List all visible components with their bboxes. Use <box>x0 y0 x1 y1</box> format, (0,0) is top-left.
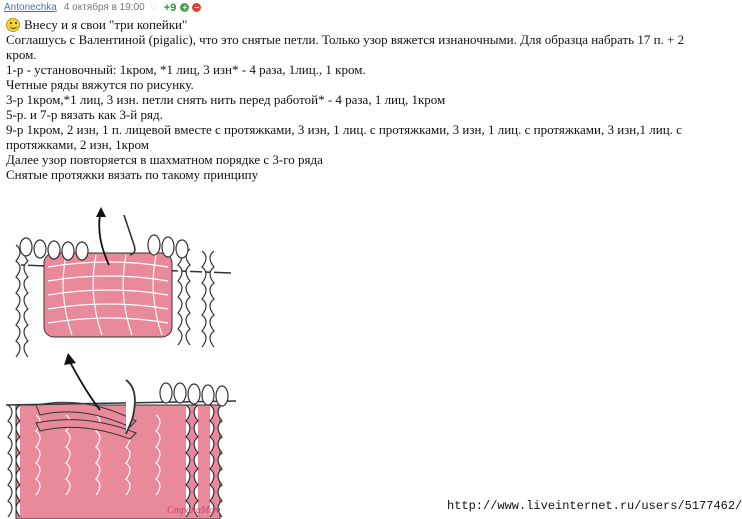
rating-score: +9 <box>163 1 177 14</box>
instruction-line: Соглашусь с Валентиной (pigalic), что это снятые петли. Только узор вяжется изнаночными. Для образца набрать 17 п. + 2 кром. <box>6 32 685 62</box>
post-body <box>6 17 696 182</box>
instruction-line: 1-р - установочный: 1кром, *1 лиц, 3 изн* - 4 раза, 1лиц., 1 кром. <box>6 62 366 77</box>
post-header <box>4 1 204 14</box>
instruction-line: Далее узор повторяется в шахматном порядке с 3-го ряда <box>6 152 323 167</box>
smiley-icon <box>6 18 20 32</box>
knitting-diagram-top <box>16 207 231 357</box>
heart-icon[interactable]: ♡ <box>149 2 158 12</box>
intro-text: Внесу и я свои "три копейки" <box>24 17 188 32</box>
source-url[interactable]: http://www.liveinternet.ru/users/5177462/ <box>447 499 742 513</box>
watermark: СтранаМам <box>167 505 221 516</box>
instruction-line: Четные ряды вяжутся по рисунку. <box>6 77 194 92</box>
knitting-diagram-bottom <box>6 353 236 519</box>
author-link[interactable]: Antonechka <box>4 2 57 13</box>
instruction-line: 5-р. и 7-р вязать как 3-й ряд. <box>6 107 163 122</box>
post-date: 4 октября в 19:00 <box>63 2 145 13</box>
vote-up-button[interactable]: + <box>180 3 189 12</box>
instruction-line: 9-р 1кром, 2 изн, 1 п. лицевой вместе с протяжками, 3 изн, 1 лиц. с протяжками, 3 изн, 1 лиц. с протяжками, 3 изн,1 лиц. с протяжками, 2 изн, 1кром <box>6 122 682 152</box>
knitting-illustration <box>6 205 242 519</box>
intro-line <box>6 17 696 32</box>
instruction-line: Снятые протяжки вязать по такому принципу <box>6 167 259 182</box>
instruction-line: 3-р 1кром,*1 лиц, 3 изн. петли снять нить перед работой* - 4 раза, 1 лиц, 1кром <box>6 92 446 107</box>
vote-down-button[interactable]: − <box>192 3 201 12</box>
